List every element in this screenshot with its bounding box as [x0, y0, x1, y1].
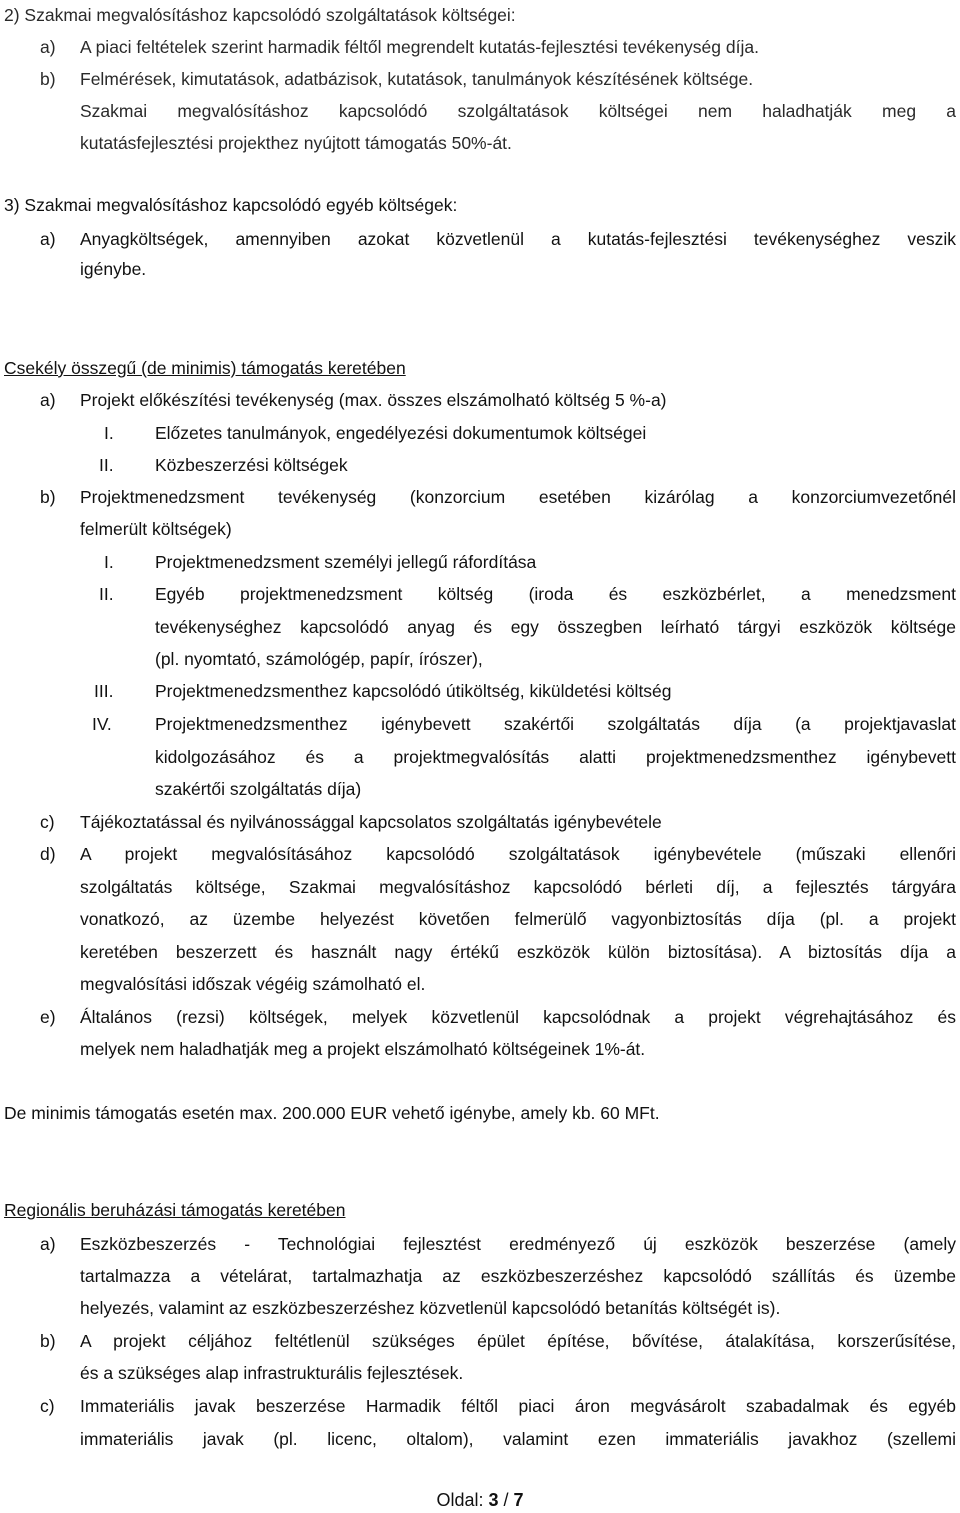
list-item-text: szolgáltatás költsége, Szakmai megvalósításhoz kapcsolódó bérleti díj, a fejlesztés tárgyára [80, 877, 956, 897]
list-item-text: Immateriális javak beszerzése Harmadik féltől piaci áron megvásárolt szabadalmak és egyéb [80, 1396, 956, 1416]
sub-item-text: Projektmenedzsment személyi jellegű ráfordítása [155, 552, 537, 572]
list-item-text: igénybe. [80, 259, 147, 279]
section2-title-text: 2) Szakmai megvalósításhoz kapcsolódó szolgáltatások költségei: [4, 5, 516, 25]
list-item-text: tartalmazza a vételárat, tartalmazhatja az eszközbeszerzéshez kapcsolódó szállítás és üzembe [80, 1266, 956, 1286]
list-marker: a) [40, 229, 56, 249]
list-item-text: és a szükséges alap infrastrukturális fejlesztések. [80, 1363, 464, 1383]
limit-statement: De minimis támogatás esetén max. 200.000 EUR vehető igénybe, amely kb. 60 MFt. [4, 1103, 660, 1123]
list-item-text: Projektmenedzsment tevékenység (konzorcium esetében kizárólag a konzorciumvezetőnél [80, 487, 956, 507]
sub-item-text: Közbeszerzési költségek [155, 455, 348, 475]
sub-item-text: (pl. nyomtató, számológép, papír, írószer), [155, 649, 483, 669]
list-marker: c) [40, 1396, 55, 1416]
list-item-text: melyek nem haladhatják meg a projekt elszámolható költségeinek 1%-át. [80, 1039, 646, 1059]
page-separator: / [503, 1490, 509, 1510]
sub-item-text: kidolgozásához és a projektmegvalósítás alatti projektmenedzsmenthez igénybevett [155, 747, 956, 767]
list-item-text: helyezés, valamint az eszközbeszerzéshez közvetlenül kapcsolódó betanítás költségét is). [80, 1298, 781, 1318]
sub-item-text: Projektmenedzsmenthez igénybevett szakértői szolgáltatás díja (a projektjavaslat [155, 714, 956, 734]
current-page-number: 3 [488, 1490, 499, 1510]
roman-marker: I. [104, 552, 114, 572]
list-item-text: Általános (rezsi) költségek, melyek közvetlenül kapcsolódnak a projekt végrehajtásához és [80, 1007, 956, 1027]
list-marker: a) [40, 390, 56, 410]
list-marker: d) [40, 844, 56, 864]
page-footer [0, 1487, 960, 1513]
list-item-text: A projekt céljához feltétlenül szükséges épület építése, bővítése, átalakítása, korszerűsítése, [80, 1331, 956, 1351]
sub-item-text: Projektmenedzsmenthez kapcsolódó útiköltség, kiküldetési költség [155, 681, 672, 701]
sub-item-text: szakértői szolgáltatás díja) [155, 779, 362, 799]
sub-item-text: Egyéb projektmenedzsment költség (iroda és eszközbérlet, a menedzsment [155, 584, 956, 604]
note-line: kutatásfejlesztési projekthez nyújtott támogatás 50%-át. [80, 133, 512, 153]
list-item-text: A piaci feltételek szerint harmadik féltől megrendelt kutatás-fejlesztési tevékenység díja. [80, 37, 759, 57]
sub-item-text: Előzetes tanulmányok, engedélyezési dokumentumok költségei [155, 423, 647, 443]
list-item-text: Tájékoztatással és nyilvánossággal kapcsolatos szolgáltatás igénybevétele [80, 812, 662, 832]
list-marker: b) [40, 1331, 56, 1351]
roman-marker: IV. [92, 714, 112, 734]
list-item-text: vonatkozó, az üzembe helyezést követően felmerülő vagyonbiztosítás díja (pl. a projekt [80, 909, 956, 929]
section3-title-text: 3) Szakmai megvalósításhoz kapcsolódó egyéb költségek: [4, 195, 458, 215]
list-marker: a) [40, 1234, 56, 1254]
roman-marker: III. [94, 681, 114, 701]
list-item-text: felmerült költségek) [80, 519, 232, 539]
total-page-number: 7 [513, 1490, 524, 1510]
list-marker: e) [40, 1007, 56, 1027]
list-item-text: megvalósítási időszak végéig számolható el. [80, 974, 426, 994]
roman-marker: I. [104, 423, 114, 443]
list-marker: c) [40, 812, 55, 832]
note-line: Szakmai megvalósításhoz kapcsolódó szolgáltatások költségei nem haladhatják meg a [80, 101, 956, 121]
section-heading: Csekély összegű (de minimis) támogatás keretében [4, 358, 406, 378]
list-item-text: Anyagköltségek, amennyiben azokat közvetlenül a kutatás-fejlesztési tevékenységhez veszik [80, 229, 956, 249]
list-marker: b) [40, 69, 56, 89]
list-item-text: Eszközbeszerzés - Technológiai fejlesztést eredményező új eszközök beszerzése (amely [80, 1234, 956, 1254]
list-item-text: immateriális javak (pl. licenc, oltalom), valamint ezen immateriális javakhoz (szellemi [80, 1429, 956, 1449]
list-item-text: Felmérések, kimutatások, adatbázisok, kutatások, tanulmányok készítésének költsége. [80, 69, 754, 89]
list-item-text: keretében beszerzett és használt nagy értékű eszközök külön biztosítása). A biztosítás díja a [80, 942, 956, 962]
section-heading: Regionális beruházási támogatás keretében [4, 1200, 346, 1220]
roman-marker: II. [99, 455, 114, 475]
list-item-text: A projekt megvalósításához kapcsolódó szolgáltatások igénybevétele (műszaki ellenőri [80, 844, 956, 864]
list-item-text: Projekt előkészítési tevékenység (max. összes elszámolható költség 5 %-a) [80, 390, 667, 410]
sub-item-text: tevékenységhez kapcsolódó anyag és egy összegben leírható tárgyi eszközök költsége [155, 617, 956, 637]
roman-marker: II. [99, 584, 114, 604]
page-label: Oldal: [436, 1490, 484, 1510]
list-marker: a) [40, 37, 56, 57]
list-marker: b) [40, 487, 56, 507]
